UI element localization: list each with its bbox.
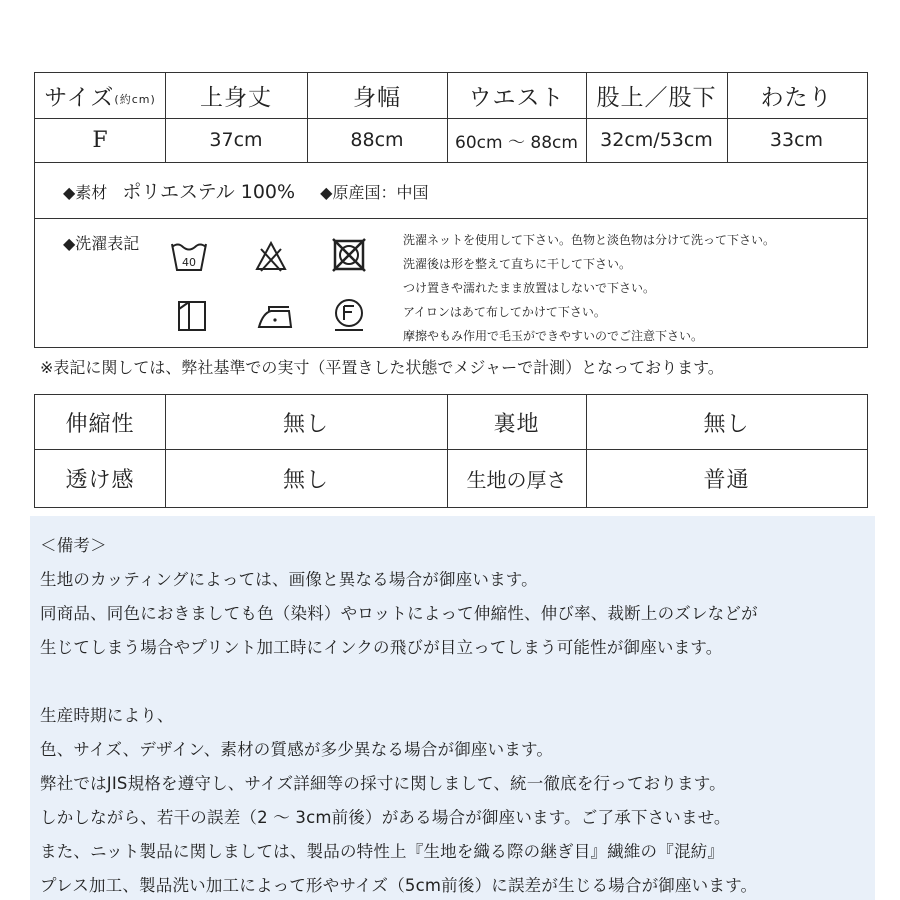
care-instruction: つけ置きや濡れたまま放置はしないで下さい。 <box>403 281 656 295</box>
value-size: F <box>92 127 108 153</box>
header-width: 身幅 <box>353 85 401 111</box>
row-divider <box>35 162 867 163</box>
wash-40-icon <box>169 238 209 274</box>
material-row <box>63 177 428 204</box>
value-waist: 60cm ～ 88cm <box>455 132 578 153</box>
measurement-note: ※表記に関しては、弊社基準での実寸（平置きした状態でメジャーで計測）となっております。 <box>40 358 724 377</box>
header-size-label: サイズ <box>44 85 115 111</box>
line-dry-shade-icon <box>175 299 209 333</box>
header-rise-inseam: 股上／股下 <box>596 85 717 111</box>
material-label: ◆素材 <box>63 183 108 202</box>
remarks-line: 生産時期により、 <box>40 706 174 725</box>
size-table <box>34 72 868 348</box>
value-rise-inseam: 32cm/53cm <box>600 129 713 151</box>
remarks-title: ＜備考＞ <box>40 536 107 555</box>
no-bleach-icon <box>254 239 288 273</box>
remarks-line: 弊社ではJIS規格を遵守し、サイズ詳細等の採寸に関しまして、統一徹底を行っております。 <box>40 774 726 793</box>
stretch-value: 無し <box>282 411 329 437</box>
lining-value: 無し <box>703 411 750 437</box>
remarks-line: しかしながら、若干の誤差（2 ～ 3cm前後）がある場合が御座います。ご了承下さいませ。 <box>40 808 731 827</box>
remarks-line: 色、サイズ、デザイン、素材の質感が多少異なる場合が御座います。 <box>40 740 554 759</box>
wash-temp-label: 40 <box>182 256 196 269</box>
size-unit-note: (約cm) <box>114 92 156 106</box>
remarks-panel <box>30 516 875 900</box>
dry-clean-f-icon <box>331 297 367 333</box>
iron-low-icon <box>255 301 295 331</box>
remarks-line: また、ニット製品に関しましては、製品の特性上『生地を織る際の継ぎ目』繊維の『混紡』 <box>40 842 725 861</box>
no-tumble-dry-icon <box>331 237 367 273</box>
value-width: 88cm <box>350 129 404 151</box>
thickness-value: 普通 <box>703 467 750 493</box>
sheerness-label: 透け感 <box>65 467 135 493</box>
value-length: 37cm <box>209 129 263 151</box>
care-instruction: 洗濯後は形を整えて直ちに干して下さい。 <box>403 257 632 271</box>
header-length: 上身丈 <box>200 85 272 111</box>
care-instruction: 摩擦やもみ作用で毛玉ができやすいのでご注意下さい。 <box>403 329 704 343</box>
origin-value: 中国 <box>396 183 429 202</box>
care-instruction: アイロンはあて布してかけて下さい。 <box>403 305 606 319</box>
stretch-label: 伸縮性 <box>65 411 135 437</box>
remarks-line: 同商品、同色におきましても色（染料）やロットによって伸縮性、伸び率、裁断上のズレなどが <box>40 604 758 623</box>
header-waist: ウエスト <box>468 85 565 111</box>
sheerness-value: 無し <box>282 467 329 493</box>
thickness-label: 生地の厚さ <box>466 467 567 492</box>
lining-label: 裏地 <box>493 411 540 437</box>
remarks-line: プレス加工、製品洗い加工によって形やサイズ（5cm前後）に誤差が生じる場合が御座います。 <box>40 876 758 895</box>
origin-label: ◆原産国： <box>320 183 397 202</box>
header-thigh: わたり <box>760 85 833 111</box>
value-thigh: 33cm <box>769 129 824 151</box>
header-size <box>35 73 165 118</box>
remarks-line: 生地のカッティングによっては、画像と異なる場合が御座います。 <box>40 570 538 589</box>
care-label: ◆洗濯表記 <box>63 234 140 253</box>
remarks-line: 生じてしまう場合やプリント加工時にインクの飛びが目立ってしまう可能性が御座います。 <box>40 638 723 657</box>
care-instruction: 洗濯ネットを使用して下さい。色物と淡色物は分けて洗って下さい。 <box>403 233 776 247</box>
row-divider <box>35 218 867 219</box>
material-value: ポリエステル 100% <box>122 181 296 203</box>
properties-table <box>34 394 868 508</box>
